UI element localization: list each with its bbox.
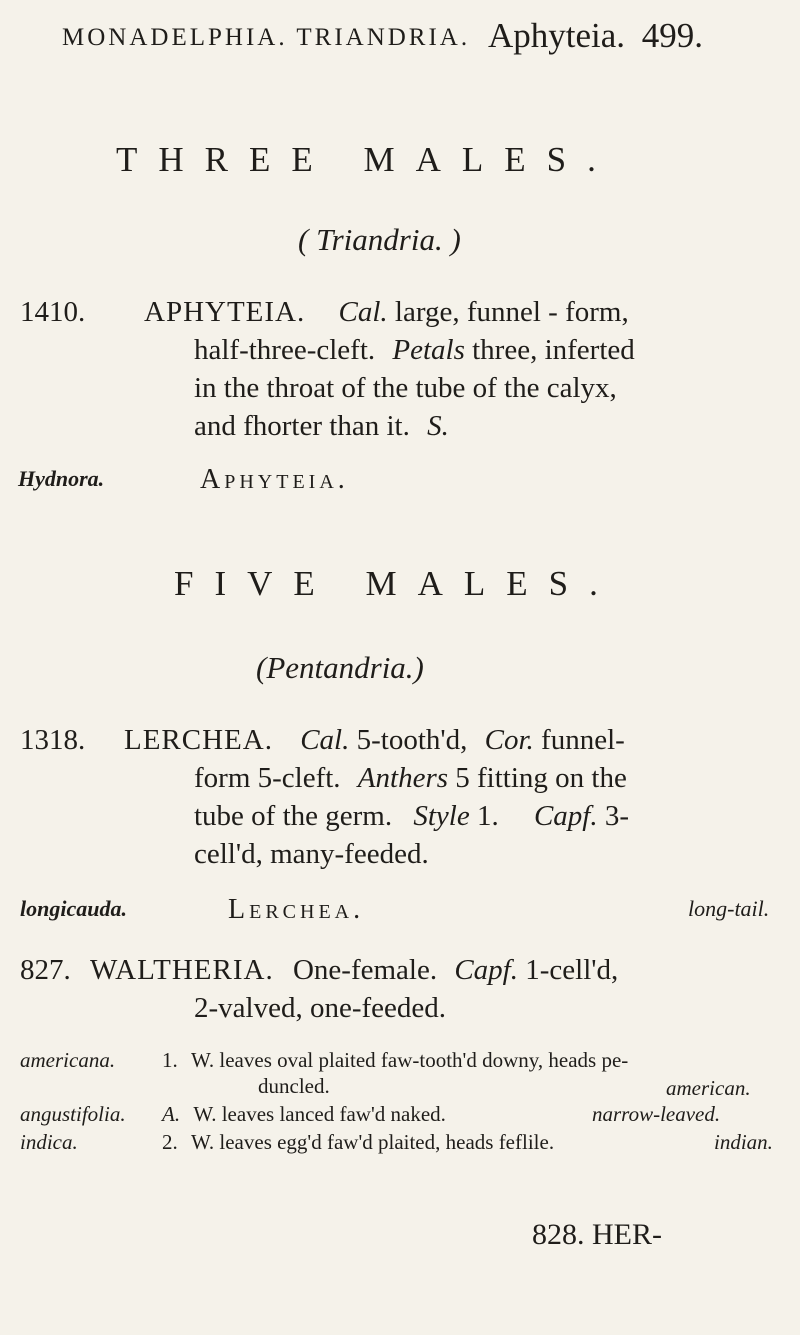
entry-line	[144, 296, 629, 329]
entry-text: funnel-	[541, 724, 625, 756]
section-heading-five-males: FIVE MALES.	[174, 564, 619, 603]
entry-line	[90, 954, 618, 987]
label-anthers: Anthers	[357, 762, 449, 794]
species-row	[162, 1048, 628, 1073]
entry-text: tube of the germ.	[194, 800, 393, 832]
header-genus: Aphyteia.	[488, 16, 626, 55]
species-row	[162, 1102, 446, 1127]
species-continuation: duncled.	[258, 1074, 330, 1098]
species-number: A.	[162, 1102, 181, 1126]
species-latin: angustifolia.	[20, 1102, 126, 1126]
entry-line	[194, 800, 629, 833]
class-name-triandria: ( Triandria. )	[298, 222, 461, 257]
species-number: 2.	[162, 1130, 178, 1154]
entry-text: half-three-cleft.	[194, 334, 376, 366]
genus-name: LERCHEA.	[124, 724, 273, 756]
label-corolla: Cor.	[484, 724, 534, 756]
genus-name: APHYTEIA.	[144, 296, 306, 328]
species-english: indian.	[714, 1130, 773, 1154]
marginal-english-name: long-tail.	[688, 896, 770, 921]
entry-line: cell'd, many-feeded.	[194, 838, 429, 870]
species-latin: americana.	[20, 1048, 116, 1072]
label-calyx: Cal.	[338, 296, 388, 328]
entry-number: 827.	[20, 954, 71, 986]
label-calyx: Cal.	[300, 724, 350, 756]
entry-line	[194, 762, 627, 795]
entry-text: large, funnel - form,	[394, 296, 629, 328]
species-row	[20, 1102, 126, 1127]
entry-number: 1410.	[20, 296, 86, 328]
marginal-latin-name: Hydnora.	[18, 466, 105, 491]
marginal-latin-name: longicauda.	[20, 896, 127, 921]
entry-text: 3-	[604, 800, 630, 832]
entry-text: 1.	[476, 800, 499, 832]
entry-text: and fhorter than it.	[194, 410, 410, 442]
species-english: american.	[666, 1076, 751, 1100]
entry-line: in the throat of the tube of the calyx,	[194, 372, 617, 404]
label-capsule: Capf.	[454, 954, 518, 986]
genus-name: WALTHERIA.	[90, 954, 274, 986]
english-genus-name: Aphyteia.	[200, 464, 349, 495]
section-heading-three-males: THREE MALES.	[116, 140, 617, 179]
entry-text: form 5-cleft.	[194, 762, 341, 794]
entry-number: 1318.	[20, 724, 86, 756]
entry-text: 5 fitting on the	[455, 762, 627, 794]
species-latin: indica.	[20, 1130, 78, 1154]
label-petals: Petals	[392, 334, 465, 366]
english-genus-name: Lerchea.	[228, 894, 365, 925]
species-text: W. leaves egg'd faw'd plaited, heads feflile.	[191, 1130, 555, 1154]
species-row	[20, 1130, 78, 1155]
entry-line	[194, 410, 449, 443]
page-number: 499.	[641, 16, 704, 55]
entry-line: 2-valved, one-feeded.	[194, 992, 447, 1024]
page-genus-and-number	[488, 16, 703, 56]
label-style: Style	[413, 800, 470, 832]
species-number: 1.	[162, 1048, 178, 1072]
label-capsule: Capf.	[533, 800, 598, 832]
species-text: W. leaves oval plaited faw-tooth'd downy, heads pe-	[191, 1048, 629, 1072]
species-text: W. leaves lanced faw'd naked.	[193, 1102, 446, 1126]
entry-text: three, inferted	[472, 334, 635, 366]
species-english: narrow-leaved.	[592, 1102, 721, 1126]
entry-line	[124, 724, 625, 757]
species-row	[162, 1130, 554, 1155]
entry-text: 5-tooth'd,	[356, 724, 468, 756]
entry-text: 1-cell'd,	[525, 954, 619, 986]
entry-line	[194, 334, 635, 367]
species-row	[20, 1048, 115, 1073]
catchword: 828. HER-	[532, 1218, 662, 1251]
running-title: MONADELPHIA. TRIANDRIA.	[62, 24, 471, 51]
label-s: S.	[427, 410, 449, 442]
entry-text: One-female.	[292, 954, 438, 986]
class-name-pentandria: (Pentandria.)	[256, 650, 424, 685]
